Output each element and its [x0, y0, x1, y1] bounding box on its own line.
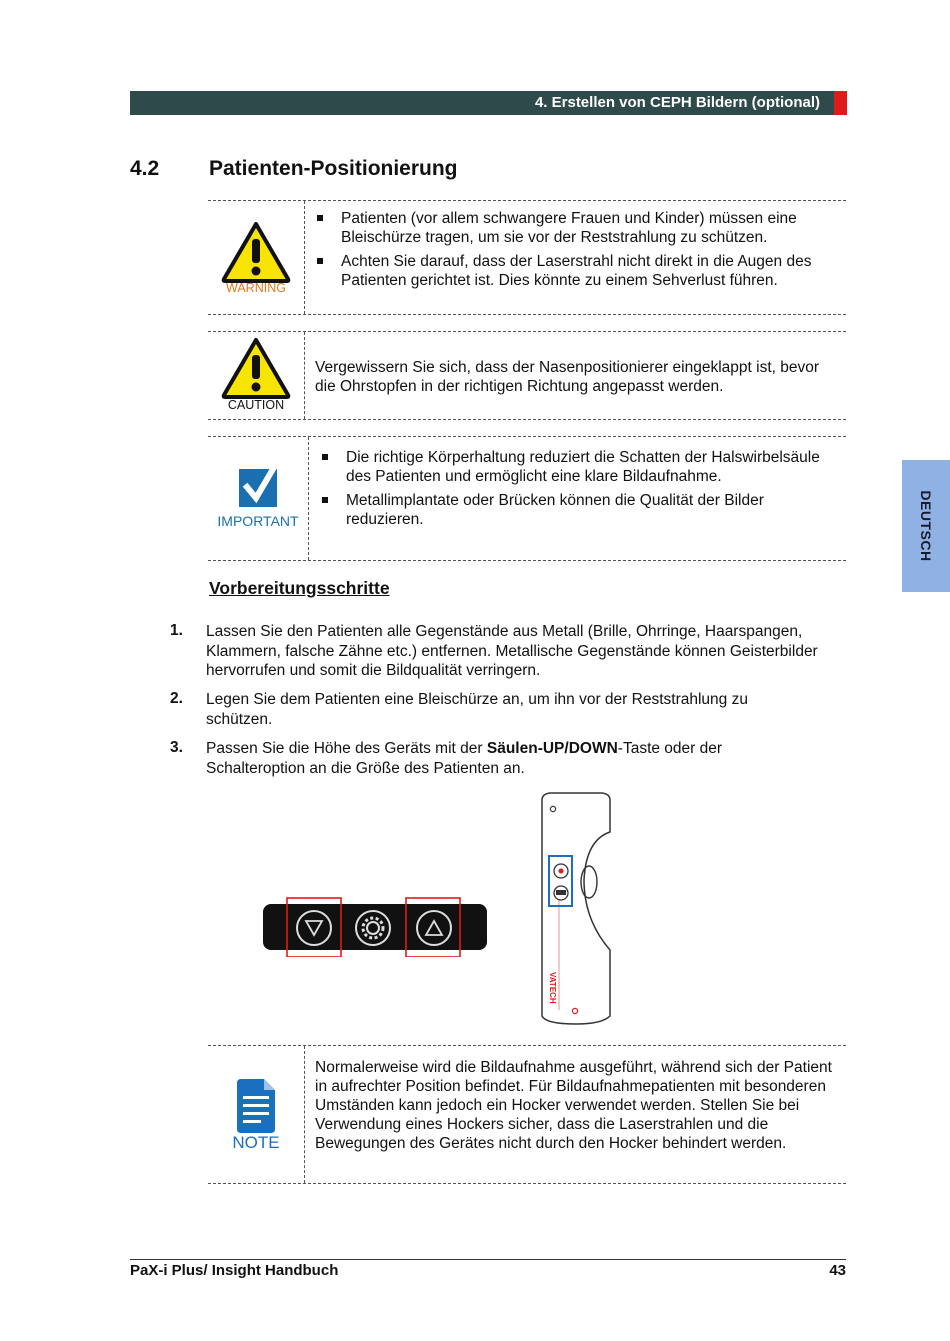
important-item: Die richtige Körperhaltung reduziert die Schatten der Halswirbelsäule des Patienten und ermöglicht eine klare Bildaufnahme. [320, 448, 838, 486]
footer-divider [130, 1259, 846, 1260]
warning-item: Achten Sie darauf, dass der Laserstrahl nicht direkt in die Augen des Patienten gerichtet ist. Dies könnte zu einem Sehverlust führen. [315, 252, 838, 290]
footer-manual-title: PaX-i Plus/ Insight Handbuch [130, 1262, 339, 1279]
caution-box [208, 331, 846, 420]
language-tab-label: DEUTSCH [918, 490, 934, 562]
device-brand-label: VATECH [548, 972, 557, 1004]
settings-gear-icon [355, 907, 391, 943]
step-number: 1. [170, 622, 183, 639]
warning-triangle-icon [221, 221, 291, 283]
step-number: 3. [170, 739, 183, 756]
caution-text: Vergewissern Sie sich, dass der Nasenpositionierer eingeklappt ist, bevor die Ohrstopfen in der richtigen Richtung angepasst werden. [315, 359, 820, 395]
document-note-icon [234, 1077, 278, 1135]
step-text: Passen Sie die Höhe des Geräts mit der Säulen-UP/DOWN-Taste oder der Schalteroption an die Größe des Patienten an. [206, 740, 723, 777]
note-label: NOTE [232, 1133, 280, 1152]
caution-triangle-icon [221, 337, 291, 399]
section-title: Patienten-Positionierung [209, 157, 458, 180]
warning-item: Patienten (vor allem schwangere Frauen und Kinder) müssen eine Bleischürze tragen, um sie vor der Reststrahlung zu schützen. [315, 209, 838, 247]
step-text: Lassen Sie den Patienten alle Gegenstände aus Metall (Brille, Ohrringe, Haarspangen, Klammern, falsche Zähne etc.) entfernen. Metallische Gegenstände können Geisterbilder hervorrufen und somit die Bildqualität verringern. [206, 623, 818, 679]
step-text: Legen Sie dem Patienten eine Bleischürze an, um ihn vor der Reststrahlung zu schützen. [206, 691, 748, 728]
checkbox-check-icon [237, 465, 279, 509]
note-box [208, 1045, 846, 1184]
section-number: 4.2 [130, 157, 160, 180]
important-item: Metallimplantate oder Brücken können die Qualität der Bilder reduzieren. [320, 491, 838, 529]
important-icon-cell [208, 437, 309, 560]
note-icon-cell [208, 1046, 305, 1183]
warning-label: WARNING [226, 281, 286, 295]
language-side-tab [902, 460, 950, 592]
prep-heading: Vorbereitungsschritte [209, 578, 390, 598]
warning-box [208, 200, 846, 315]
caution-label: CAUTION [227, 398, 285, 412]
chapter-header-accent [834, 91, 847, 115]
warning-icon-cell [208, 201, 305, 314]
caution-icon-cell [208, 332, 305, 419]
column-up-button [406, 898, 460, 957]
important-label: IMPORTANT [217, 513, 299, 529]
page-number: 43 [829, 1262, 846, 1279]
laser-button-group [549, 856, 572, 906]
note-text: Normalerweise wird die Bildaufnahme ausgeführt, während sich der Patient in aufrechter Position befindet. Für Bildaufnahmepatienten mit besonderen Umständen kann jedoch ein Hocker verwendet werden. Stellen Sie bei Verwendung eines Hockers sicher, dass die Laserstrahlen und die Bewegungen des Gerätes nicht durch den Hocker behindert werden. [315, 1059, 832, 1152]
step-number: 2. [170, 690, 183, 707]
column-down-button [287, 898, 341, 957]
important-box [208, 436, 846, 561]
chapter-title: 4. Erstellen von CEPH Bildern (optional) [534, 94, 820, 111]
